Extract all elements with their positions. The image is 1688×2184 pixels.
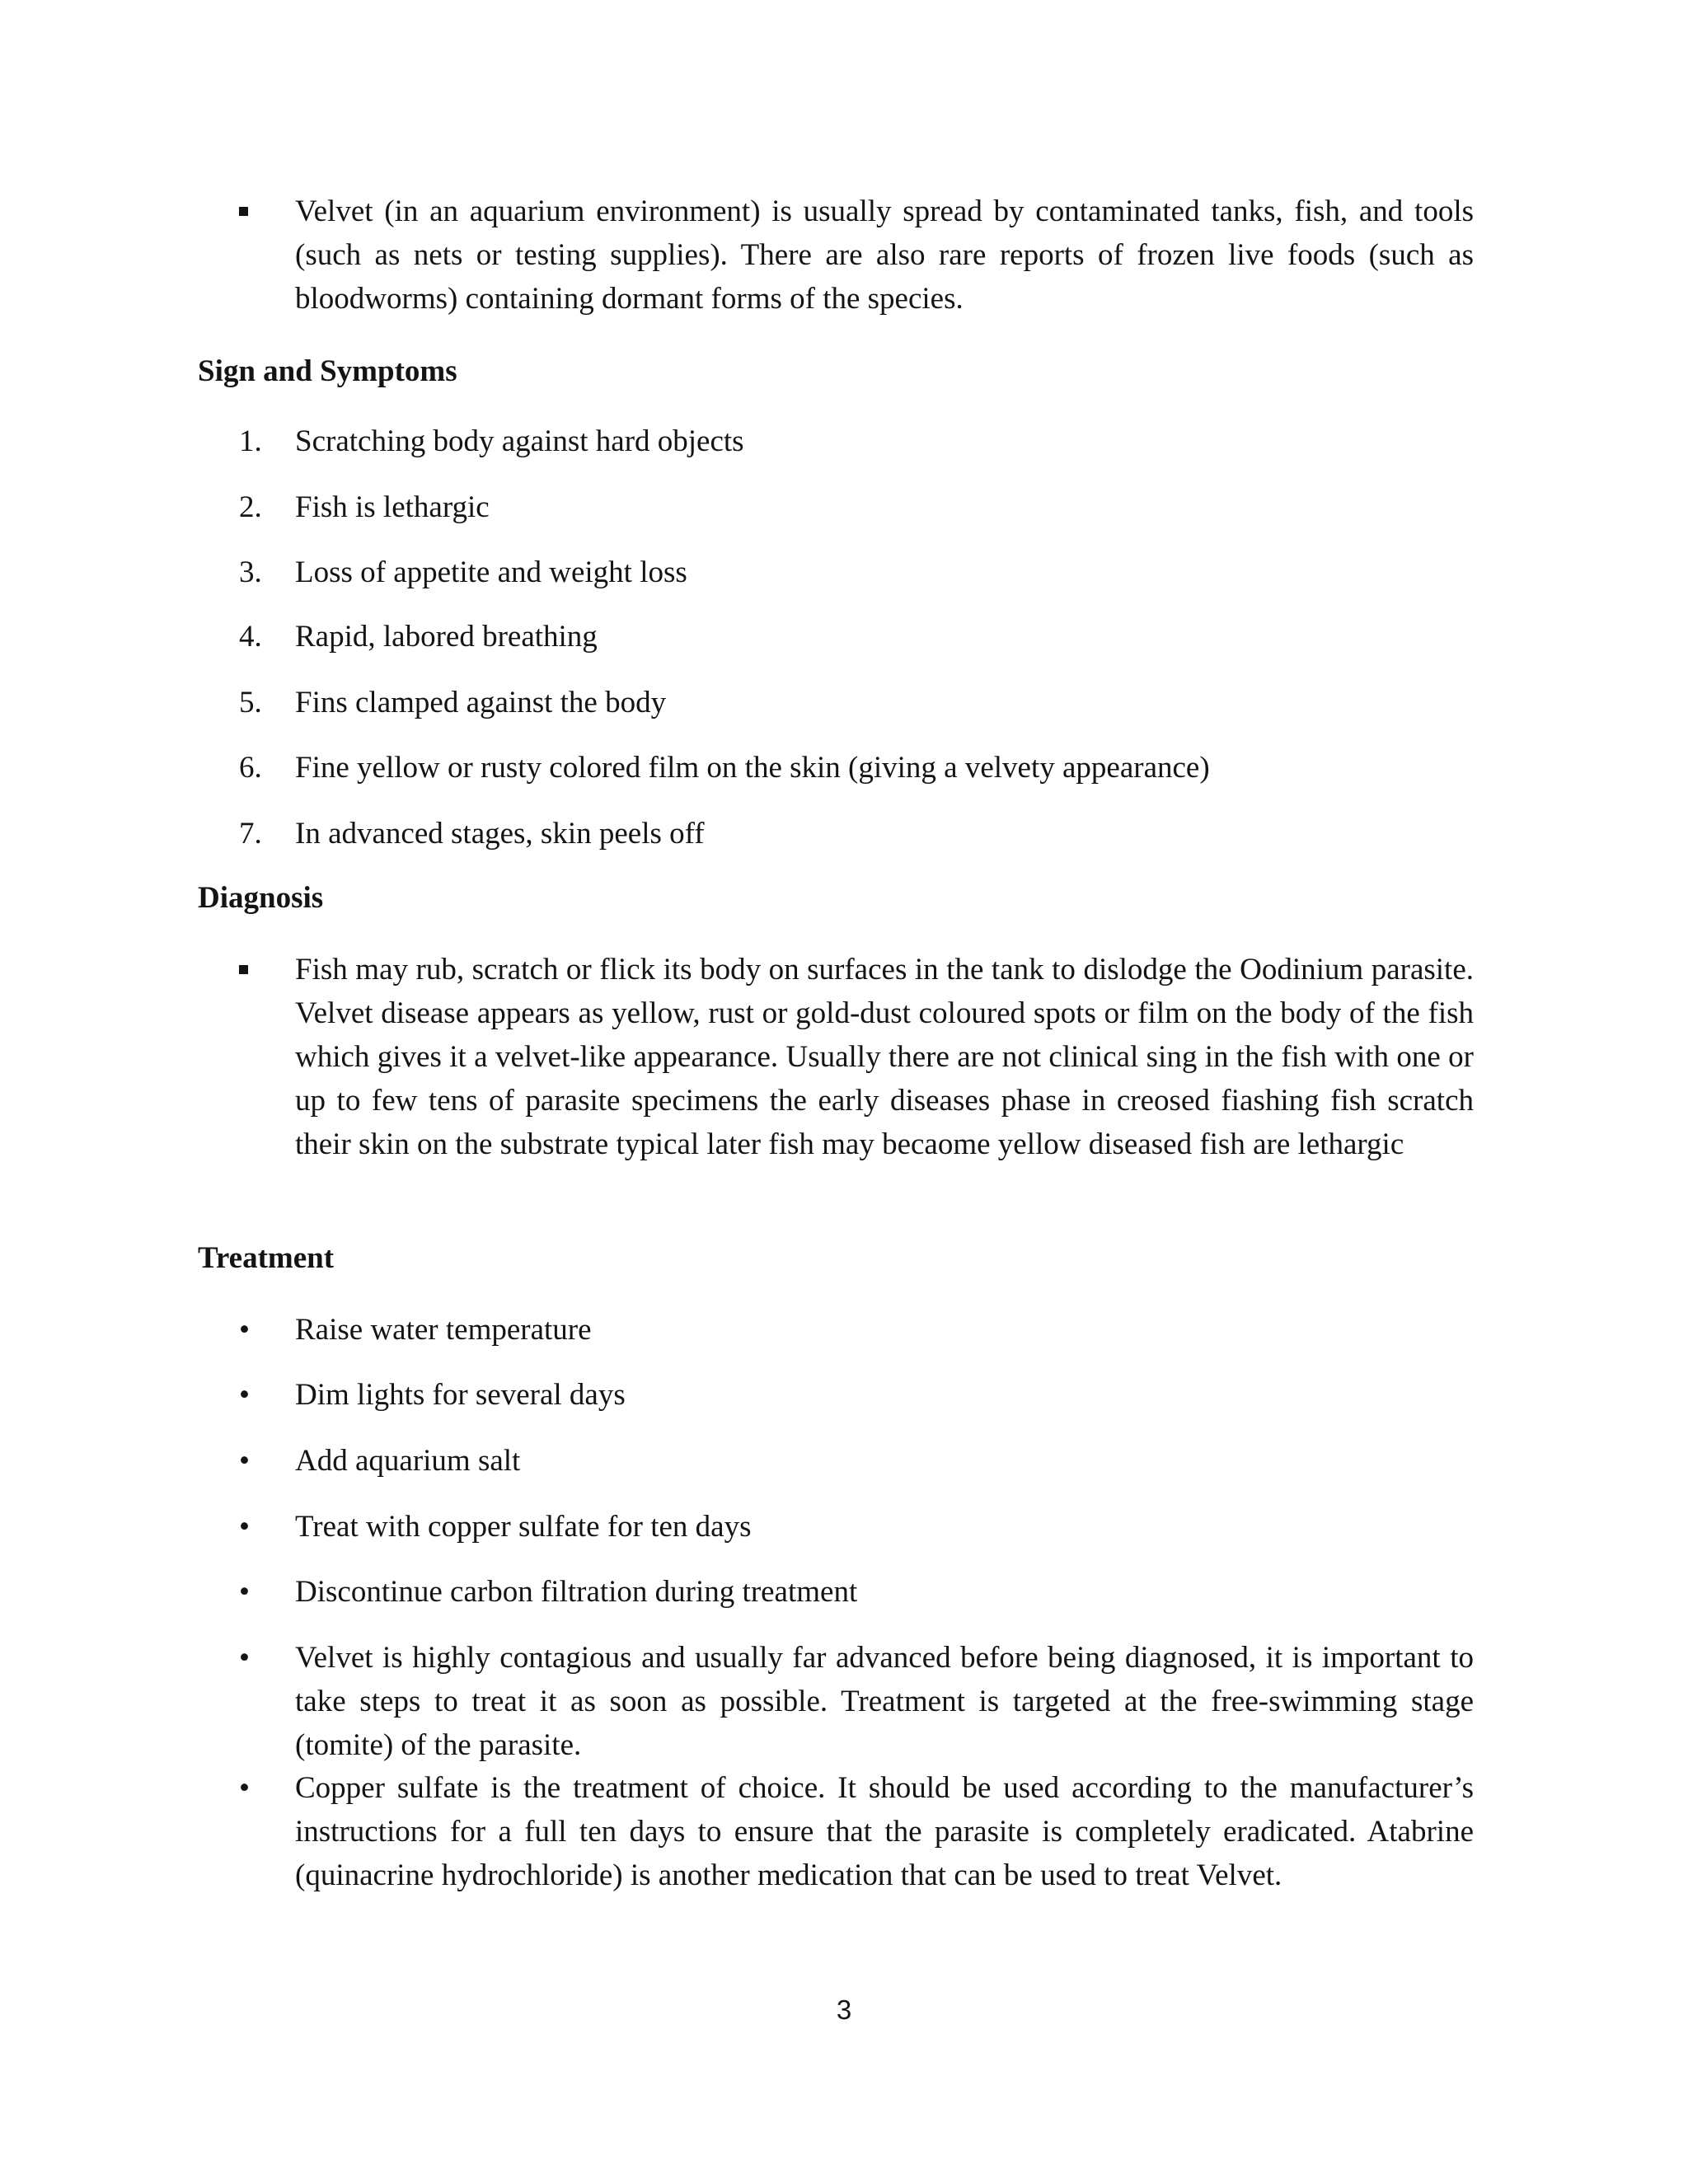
treatment-heading: Treatment [198,1241,335,1275]
diagnosis-bullet-text: Fish may rub, scratch or flick its body on surfaces in the tank to dislodge the Oodinium parasite. Velvet disease appears as yellow, rust or gold-dust coloured spots or film on the body of the fish which gives it a velvet-like appearance. Usually there are not clinical sing in the fish with one or up to few tens of parasite specimens the early diseases phase in creosed fiashing fish scratch their skin on the substrate typical later fish may becaome yellow diseased fish are lethargic [295,953,1474,1161]
list-item-text: Discontinue carbon filtration during treatment [295,1575,858,1609]
square-bullet-icon [239,948,280,991]
round-bullet-icon: • [239,1641,250,1675]
list-item [198,1505,1474,1549]
list-item-text: Rapid, labored breathing [295,620,598,654]
signs-heading: Sign and Symptoms [198,354,457,388]
list-item-text: Loss of appetite and weight loss [295,555,687,589]
list-item [198,1636,1474,1767]
list-item [198,485,1474,529]
list-item-text: Fish is lethargic [295,490,490,524]
list-item [198,1373,1474,1417]
list-item-text: In advanced stages, skin peels off [295,817,705,851]
list-item-text: Treat with copper sulfate for ten days [295,1510,752,1544]
list-number: 2. [239,490,262,524]
list-number: 1. [239,424,262,458]
list-item [198,551,1474,594]
list-item-text: Dim lights for several days [295,1378,626,1412]
page-number: 3 [836,1994,852,2025]
list-item-text: Add aquarium salt [295,1444,521,1478]
list-item [198,1439,1474,1483]
list-number: 3. [239,555,262,589]
list-item [198,1766,1474,1897]
square-bullet-icon [239,190,280,233]
list-number: 6. [239,751,262,785]
list-item [198,812,1474,855]
round-bullet-icon: • [239,1510,250,1544]
list-item-text: Scratching body against hard objects [295,424,744,458]
list-item-text: Raise water temperature [295,1313,592,1347]
intro-bullet-text: Velvet (in an aquarium environment) is usually spread by contaminated tanks, fish, and tools (such as nets or testing supplies). There are also rare reports of frozen live foods (such as bloodworms) containing dormant forms of the species. [295,194,1474,316]
list-number: 4. [239,620,262,654]
list-item [198,419,1474,463]
list-item [198,615,1474,658]
round-bullet-icon: • [239,1575,250,1609]
list-item [198,1308,1474,1352]
round-bullet-icon: • [239,1378,250,1412]
list-item-text: Fine yellow or rusty colored film on the skin (giving a velvety appearance) [295,751,1210,785]
list-item [198,681,1474,724]
round-bullet-icon: • [239,1771,250,1805]
list-item [198,1570,1474,1614]
intro-bullet [198,190,1474,321]
diagnosis-bullet [198,948,1474,1166]
list-item-text: Copper sulfate is the treatment of choice. It should be used according to the manufacturer’s instructions for a full ten days to ensure that the parasite is completely eradicated. Atabrine (quinacrine hydrochloride) is another medication that can be used to treat Velvet. [295,1771,1474,1892]
list-item-text: Fins clamped against the body [295,686,667,719]
list-number: 7. [239,817,262,851]
round-bullet-icon: • [239,1313,250,1347]
diagnosis-heading: Diagnosis [198,881,324,915]
round-bullet-icon: • [239,1444,250,1478]
list-number: 5. [239,686,262,719]
list-item-text: Velvet is highly contagious and usually far advanced before being diagnosed, it is important to take steps to treat it as soon as possible. Treatment is targeted at the free-swimming stage (tomite) of the parasite. [295,1641,1474,1762]
list-item [198,746,1474,790]
